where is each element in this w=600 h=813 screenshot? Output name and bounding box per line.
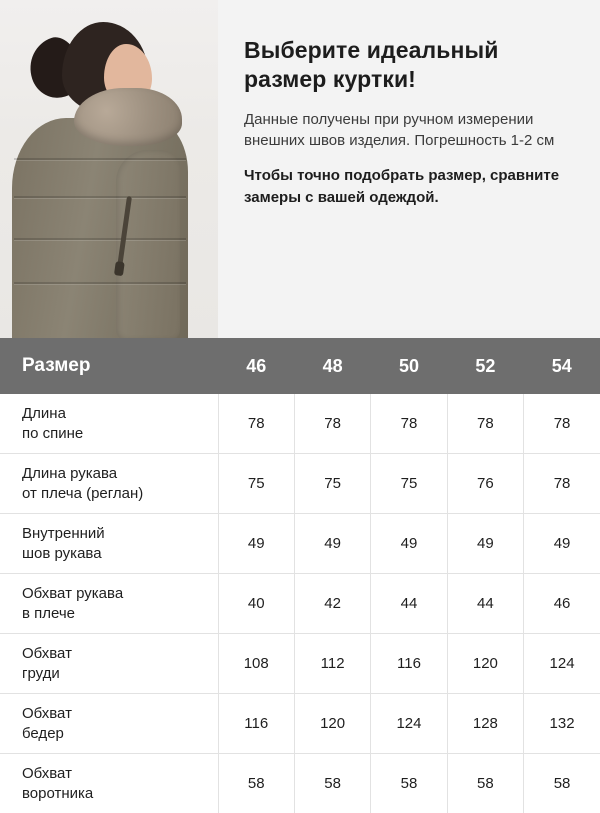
size-table-body	[0, 394, 600, 813]
cell-value: 108	[218, 634, 294, 694]
column-header-size-54: 54	[524, 338, 600, 394]
cell-value: 44	[371, 574, 447, 634]
column-header-measure: Размер	[0, 338, 218, 394]
cell-value: 76	[447, 454, 523, 514]
row-label-line2: шов рукава	[22, 545, 102, 562]
measurement-advice: Чтобы точно подобрать размер, сравните замеры с вашей одеждой.	[244, 165, 574, 208]
page-title: Выберите идеальный размер куртки!	[244, 36, 574, 95]
product-photo	[0, 0, 218, 338]
cell-value: 58	[294, 754, 370, 813]
cell-value: 128	[447, 694, 523, 754]
column-header-size-50: 50	[371, 338, 447, 394]
row-label-line1: Обхват	[22, 765, 72, 782]
cell-value: 75	[218, 454, 294, 514]
row-label	[0, 394, 218, 454]
row-label	[0, 634, 218, 694]
row-label	[0, 454, 218, 514]
row-label	[0, 754, 218, 813]
row-label	[0, 514, 218, 574]
table-row	[0, 394, 600, 454]
cell-value: 49	[218, 514, 294, 574]
row-label-line1: Длина	[22, 405, 66, 422]
fur-collar	[74, 88, 182, 146]
row-label-line2: по спине	[22, 425, 83, 442]
row-label-line2: воротника	[22, 785, 93, 802]
table-row	[0, 754, 600, 813]
cell-value: 112	[294, 634, 370, 694]
size-table	[0, 338, 600, 813]
table-row	[0, 694, 600, 754]
cell-value: 78	[524, 454, 600, 514]
cell-value: 124	[524, 634, 600, 694]
cell-value: 78	[218, 394, 294, 454]
cell-value: 120	[294, 694, 370, 754]
measurement-disclaimer: Данные получены при ручном измерении внешних швов изделия. Погрешность 1-2 см	[244, 109, 574, 152]
column-header-size-52: 52	[447, 338, 523, 394]
cell-value: 58	[447, 754, 523, 813]
cell-value: 132	[524, 694, 600, 754]
row-label-line1: Внутренний	[22, 525, 105, 542]
row-label-line2: груди	[22, 665, 60, 682]
cell-value: 78	[371, 394, 447, 454]
cell-value: 40	[218, 574, 294, 634]
size-table-wrapper	[0, 338, 600, 813]
row-label-line2: от плеча (реглан)	[22, 485, 143, 502]
table-row	[0, 454, 600, 514]
cell-value: 78	[447, 394, 523, 454]
cell-value: 75	[371, 454, 447, 514]
row-label-line1: Обхват	[22, 705, 72, 722]
size-table-head	[0, 338, 600, 394]
cell-value: 116	[371, 634, 447, 694]
table-header-row	[0, 338, 600, 394]
row-label	[0, 694, 218, 754]
cell-value: 58	[371, 754, 447, 813]
header-section	[0, 0, 600, 338]
cell-value: 78	[524, 394, 600, 454]
jacket-seam	[14, 196, 186, 198]
table-row	[0, 514, 600, 574]
jacket-seam	[14, 238, 186, 240]
cell-value: 75	[294, 454, 370, 514]
jacket-seam	[14, 282, 186, 284]
row-label-line2: бедер	[22, 725, 64, 742]
cell-value: 49	[294, 514, 370, 574]
cell-value: 78	[294, 394, 370, 454]
row-label-line1: Обхват	[22, 645, 72, 662]
cell-value: 49	[524, 514, 600, 574]
column-header-size-48: 48	[294, 338, 370, 394]
table-row	[0, 634, 600, 694]
row-label-line1: Обхват рукава	[22, 585, 123, 602]
row-label-line1: Длина рукава	[22, 465, 117, 482]
cell-value: 120	[447, 634, 523, 694]
column-header-size-46: 46	[218, 338, 294, 394]
cell-value: 124	[371, 694, 447, 754]
cell-value: 42	[294, 574, 370, 634]
cell-value: 58	[524, 754, 600, 813]
jacket-seam	[14, 158, 186, 160]
cell-value: 58	[218, 754, 294, 813]
cell-value: 116	[218, 694, 294, 754]
cell-value: 49	[371, 514, 447, 574]
row-label	[0, 574, 218, 634]
header-text-block	[218, 0, 600, 338]
jacket-sleeve	[116, 150, 180, 338]
cell-value: 46	[524, 574, 600, 634]
row-label-line2: в плече	[22, 605, 75, 622]
cell-value: 44	[447, 574, 523, 634]
table-row	[0, 574, 600, 634]
cell-value: 49	[447, 514, 523, 574]
